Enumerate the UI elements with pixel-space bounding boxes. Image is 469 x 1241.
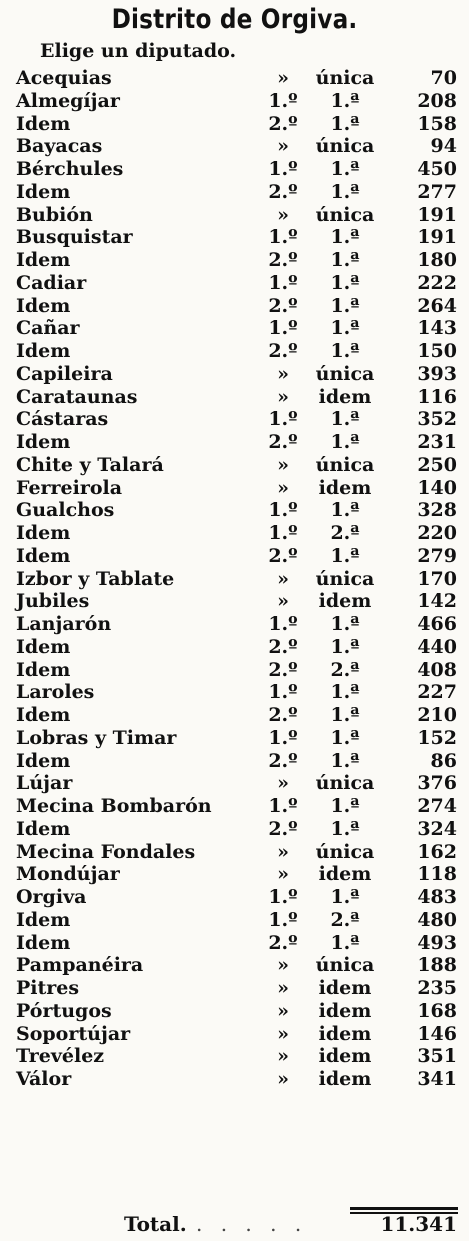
row-name: Idem [16,431,71,453]
row-name: Lobras y Timar [16,726,177,749]
row-name: Pórtugos [16,999,112,1022]
row-name: Capileira [16,362,113,385]
row-table: 1.ª [330,613,360,635]
row-section: » [277,999,289,1022]
row-table: única [315,135,375,158]
table-row [0,795,469,818]
row-table: 1.ª [330,704,360,726]
table-row [0,135,469,158]
row-table: 1.ª [330,931,360,954]
table-row [0,499,469,522]
row-table: 1.ª [330,635,360,658]
row-section: 2.º [268,931,298,954]
row-section: 1.º [268,795,298,817]
row-table: 1.ª [330,681,360,704]
row-value: 170 [417,567,457,590]
table-row [0,932,469,955]
row-section: 1.º [268,908,298,931]
table-row [0,727,469,750]
row-value: 480 [417,908,457,931]
table-row [0,886,469,909]
row-name: Trevélez [16,1045,105,1068]
row-table: idem [318,385,372,408]
row-section: 1.º [268,886,298,908]
table-row [0,681,469,704]
row-table: 1.ª [330,317,360,340]
row-name: Idem [16,749,71,772]
table-row [0,408,469,431]
table-row [0,636,469,659]
row-name: Idem [16,340,71,362]
row-table: 1.ª [330,89,360,112]
table-row [0,545,469,568]
table-row [0,863,469,886]
row-section: 1.º [268,522,298,544]
row-value: 152 [417,726,457,749]
row-section: 2.º [268,817,298,840]
row-table: 1.ª [330,294,360,317]
row-table: 1.ª [330,249,360,271]
table-row [0,67,469,90]
row-name: Bérchules [16,158,124,180]
row-table: 1.ª [330,180,360,203]
row-section: » [277,772,289,795]
row-table: idem [318,1022,372,1045]
row-value: 146 [417,1022,457,1045]
row-value: 143 [417,317,457,340]
row-name: Acequias [16,67,112,89]
subtitle: Elige un diputado. [40,40,237,62]
row-section: 2.º [268,294,298,317]
row-name: Idem [16,112,71,135]
row-table: 1.ª [330,499,360,522]
row-section: » [277,1022,289,1045]
row-name: Lanjarón [16,613,112,635]
row-section: 1.º [268,317,298,340]
row-value: 324 [417,817,457,840]
row-name: Soportújar [16,1022,131,1045]
table-row [0,158,469,181]
row-value: 493 [417,931,457,954]
table-row [0,363,469,386]
row-table: única [315,362,375,385]
table-row [0,454,469,477]
row-section: » [277,453,289,476]
row-table: 1.ª [330,431,360,453]
row-section: 2.º [268,544,298,567]
row-table: idem [318,590,372,613]
row-section: 1.º [268,226,298,249]
table-row [0,977,469,1000]
row-value: 188 [417,954,457,977]
leader-dots: . . . . . [196,1212,308,1236]
row-name: Cástaras [16,408,109,431]
row-section: 2.º [268,749,298,772]
row-value: 210 [417,704,457,726]
row-value: 341 [417,1068,457,1090]
table-row [0,477,469,500]
table-row [0,590,469,613]
row-section: » [277,1045,289,1068]
table-row [0,841,469,864]
row-table: única [315,954,375,977]
row-table: idem [318,999,372,1022]
row-name: Chite y Talará [16,453,164,476]
row-section: » [277,863,289,886]
row-section: 2.º [268,340,298,362]
row-name: Bayacas [16,135,103,158]
row-section: » [277,362,289,385]
row-value: 191 [417,226,457,249]
row-table: única [315,772,375,795]
row-value: 450 [417,158,457,180]
row-section: 1.º [268,613,298,635]
table-row [0,113,469,136]
row-name: Válor [16,1068,72,1090]
row-value: 158 [417,112,457,135]
row-table: 2.ª [330,908,360,931]
table-row [0,568,469,591]
row-name: Idem [16,522,71,544]
table-row [0,340,469,363]
row-value: 279 [417,544,457,567]
row-value: 180 [417,249,457,271]
row-table: idem [318,1045,372,1068]
table-row [0,295,469,318]
row-section: » [277,590,289,613]
row-table: 1.ª [330,749,360,772]
row-value: 220 [417,522,457,544]
row-section: » [277,954,289,977]
row-name: Cadiar [16,271,87,294]
total-label: Total. [124,1212,187,1236]
row-value: 408 [417,658,457,681]
row-value: 142 [417,590,457,613]
row-table: 1.ª [330,340,360,362]
district-title: Distrito de Orgiva. [111,4,358,35]
table-row [0,954,469,977]
row-value: 483 [417,886,457,908]
row-name: Carataunas [16,385,138,408]
row-value: 227 [417,681,457,704]
row-name: Almegíjar [16,89,120,112]
row-table: 1.ª [330,817,360,840]
row-table: 1.ª [330,886,360,908]
row-value: 231 [417,431,457,453]
row-name: Lújar [16,772,73,795]
row-section: » [277,476,289,499]
row-name: Mecina Bombarón [16,795,212,817]
row-value: 351 [417,1045,457,1068]
row-value: 94 [430,135,457,158]
table-row [0,909,469,932]
row-section: 2.º [268,249,298,271]
row-table: 1.ª [330,226,360,249]
row-name: Mecina Fondales [16,840,196,863]
row-table: 1.ª [330,726,360,749]
row-section: 2.º [268,704,298,726]
table-row [0,522,469,545]
row-name: Gualchos [16,499,115,522]
results-table [0,67,469,1091]
row-section: 2.º [268,112,298,135]
row-name: Busquistar [16,226,133,249]
row-value: 222 [417,271,457,294]
row-table: idem [318,1068,372,1090]
table-row [0,750,469,773]
table-row [0,226,469,249]
row-name: Idem [16,931,71,954]
row-name: Idem [16,704,71,726]
row-table: 1.ª [330,795,360,817]
row-table: idem [318,476,372,499]
row-name: Idem [16,817,71,840]
table-row [0,772,469,795]
row-name: Idem [16,294,71,317]
table-row [0,204,469,227]
table-row [0,1045,469,1068]
table-row [0,1000,469,1023]
row-value: 235 [417,977,457,999]
row-table: única [315,67,375,89]
row-value: 376 [417,772,457,795]
row-value: 168 [417,999,457,1022]
row-name: Idem [16,249,71,271]
table-row [0,317,469,340]
row-name: Laroles [16,681,95,704]
row-name: Idem [16,908,71,931]
total-rule-thick [350,1207,458,1210]
table-row [0,431,469,454]
row-table: idem [318,863,372,886]
table-row [0,1023,469,1046]
row-section: 1.º [268,681,298,704]
row-value: 328 [417,499,457,522]
row-section: 1.º [268,726,298,749]
row-value: 250 [417,453,457,476]
row-name: Idem [16,658,71,681]
table-row [0,249,469,272]
row-table: única [315,453,375,476]
row-value: 440 [417,635,457,658]
row-value: 277 [417,180,457,203]
row-value: 150 [417,340,457,362]
row-section: » [277,567,289,590]
row-section: 1.º [268,499,298,522]
row-section: » [277,385,289,408]
row-value: 208 [417,89,457,112]
row-value: 191 [417,203,457,226]
row-section: 1.º [268,408,298,431]
row-name: Izbor y Tablate [16,567,175,590]
row-table: 1.ª [330,408,360,431]
row-table: única [315,567,375,590]
table-row [0,386,469,409]
row-name: Mondújar [16,863,120,886]
row-table: 1.ª [330,112,360,135]
row-name: Idem [16,544,71,567]
row-table: idem [318,977,372,999]
row-section: » [277,1068,289,1090]
row-name: Pampanéira [16,954,144,977]
row-value: 140 [417,476,457,499]
row-table: 2.ª [330,522,360,544]
row-section: » [277,135,289,158]
row-name: Idem [16,180,71,203]
row-section: 2.º [268,635,298,658]
row-section: 1.º [268,89,298,112]
row-section: » [277,840,289,863]
row-section: 2.º [268,658,298,681]
row-table: 1.ª [330,544,360,567]
row-value: 70 [430,67,457,89]
row-value: 264 [417,294,457,317]
row-section: » [277,203,289,226]
row-table: única [315,203,375,226]
row-value: 118 [417,863,457,886]
table-row [0,704,469,727]
row-value: 116 [417,385,457,408]
row-section: 1.º [268,271,298,294]
row-section: 2.º [268,431,298,453]
row-table: 2.ª [330,658,360,681]
total-value: 11.341 [380,1212,457,1236]
row-table: 1.ª [330,158,360,180]
row-name: Ferreirola [16,476,123,499]
table-row [0,181,469,204]
row-section: 1.º [268,158,298,180]
row-name: Idem [16,635,71,658]
row-section: 2.º [268,180,298,203]
table-row [0,818,469,841]
table-row [0,613,469,636]
row-name: Bubión [16,203,93,226]
row-value: 274 [417,795,457,817]
row-value: 352 [417,408,457,431]
row-value: 393 [417,362,457,385]
row-value: 162 [417,840,457,863]
row-name: Jubiles [16,590,90,613]
table-row [0,1068,469,1091]
row-section: » [277,977,289,999]
row-name: Orgiva [16,886,87,908]
table-row [0,90,469,113]
row-value: 466 [417,613,457,635]
row-section: » [277,67,289,89]
row-name: Cañar [16,317,80,340]
row-name: Pitres [16,977,80,999]
row-value: 86 [430,749,457,772]
row-table: única [315,840,375,863]
table-row [0,272,469,295]
table-row [0,659,469,682]
row-table: 1.ª [330,271,360,294]
